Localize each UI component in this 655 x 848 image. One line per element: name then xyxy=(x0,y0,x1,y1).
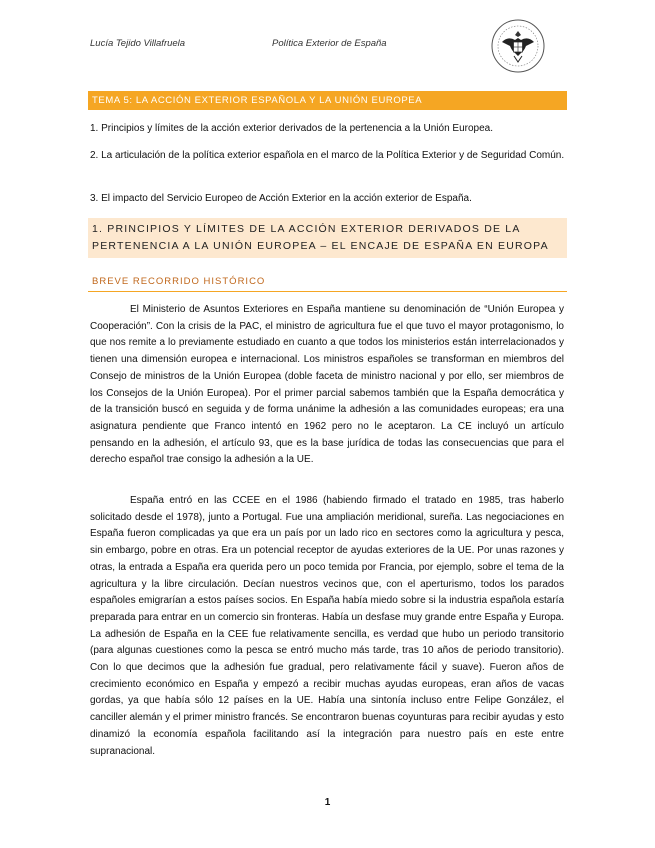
body-paragraph-1: El Ministerio de Asuntos Exteriores en España mantiene su denominación de “Unión Europea y Cooperación”. Con la crisis de la PAC, el ministro de agricultura fue el que tuvo el mayor protagonismo, lo que nos remite a lo previamente estudiado en cuanto a que todos los ministerios están interrelacionados y tienen una dimensión europea e internacional. Los ministros españoles se transforman en miembros del Consejo de ministros de la Unión Europea (doble faceta de ministro nacional y por ello, ser miembros de los Consejos de la Unión Europea). Por el primer parcial sabemos también que la España democrática y de la transición buscó en seguida y de forma unánime la adhesión a las comunidades europeas; era una asignatura pendiente que Franco intentó en 1962 pero no le aceptaron. La CE incluyó un artículo pensando en la adhesión, el artículo 93, que es la base jurídica de todas las consecuencias que para el derecho español trae consigo la adhesión a la UE. xyxy=(90,304,564,466)
index-item-2: 2. La articulación de la política exterior española en el marco de la Política Exterior y de Seguridad Común. xyxy=(90,150,565,161)
header-subject: Política Exterior de España xyxy=(272,38,387,49)
body-paragraph-2: España entró en las CCEE en el 1986 (habiendo firmado el tratado en 1985, tras haberlo solicitado desde el 1978), junto a Portugal. Fue una ampliación meridional, sureña. Las negociaciones en España fueron complicadas ya que era un país por un lado rico en sectores como la agricultura y pesca, sin embargo, pobre en otras. Era un potencial receptor de ayudas exteriores de la UE. Por unas razones y otras, la entrada a España era querida pero un poco temida por Francia, por ejemplo, sobre el tema de la agricultura y la libre circulación. Decían nuestros vecinos que, con el aperturismo, todos los parados españoles emigrarían a estos países socios. En España había miedo sobre si la industria española estaría preparada para entrar en un comercio sin fronteras. Había un desfase muy grande entre España y Europa. La adhesión de España en la CEE fue relativamente sencilla, es verdad que hubo un periodo transitorio (para algunas cuestiones como la pesca se entró mucho más tarde, tras 10 años de periodo transitorio). Con lo que decimos que la adhesión fue gradual, pero relativamente fácil y suave). Fueron años de crecimiento económico en España y empezó a recibir muchas ayudas europeas, eran años de vacas gordas, ya que había sólo 12 países en la UE. Había una sintonía incluso entre Felipe González, el canciller alemán y el primer ministro francés. Se encontraron buenas coyunturas para recibir ayudas y esto dinamizó la economía española facilitando así la integración para nuestro país en este entre supranacional. xyxy=(90,495,564,757)
header-author: Lucía Tejido Villafruela xyxy=(90,38,186,49)
subsection-title: BREVE RECORRIDO HISTÓRICO xyxy=(88,272,567,292)
tema-title: TEMA 5: LA ACCIÓN EXTERIOR ESPAÑOLA Y LA UNIÓN EUROPEA xyxy=(88,91,567,110)
index-item-3: 3. El impacto del Servicio Europeo de Acción Exterior en la acción exterior de España. xyxy=(90,193,472,204)
section-title: 1. PRINCIPIOS Y LÍMITES DE LA ACCIÓN EXTERIOR DERIVADOS DE LA PERTENENCIA A LA UNIÓN EUROPEA – EL ENCAJE DE ESPAÑA EN EUROPA xyxy=(88,218,567,258)
index-item-1: 1. Principios y límites de la acción exterior derivados de la pertenencia a la Unión Europea. xyxy=(90,123,493,134)
page-number: 1 xyxy=(324,797,331,808)
university-crest-icon xyxy=(490,18,546,74)
